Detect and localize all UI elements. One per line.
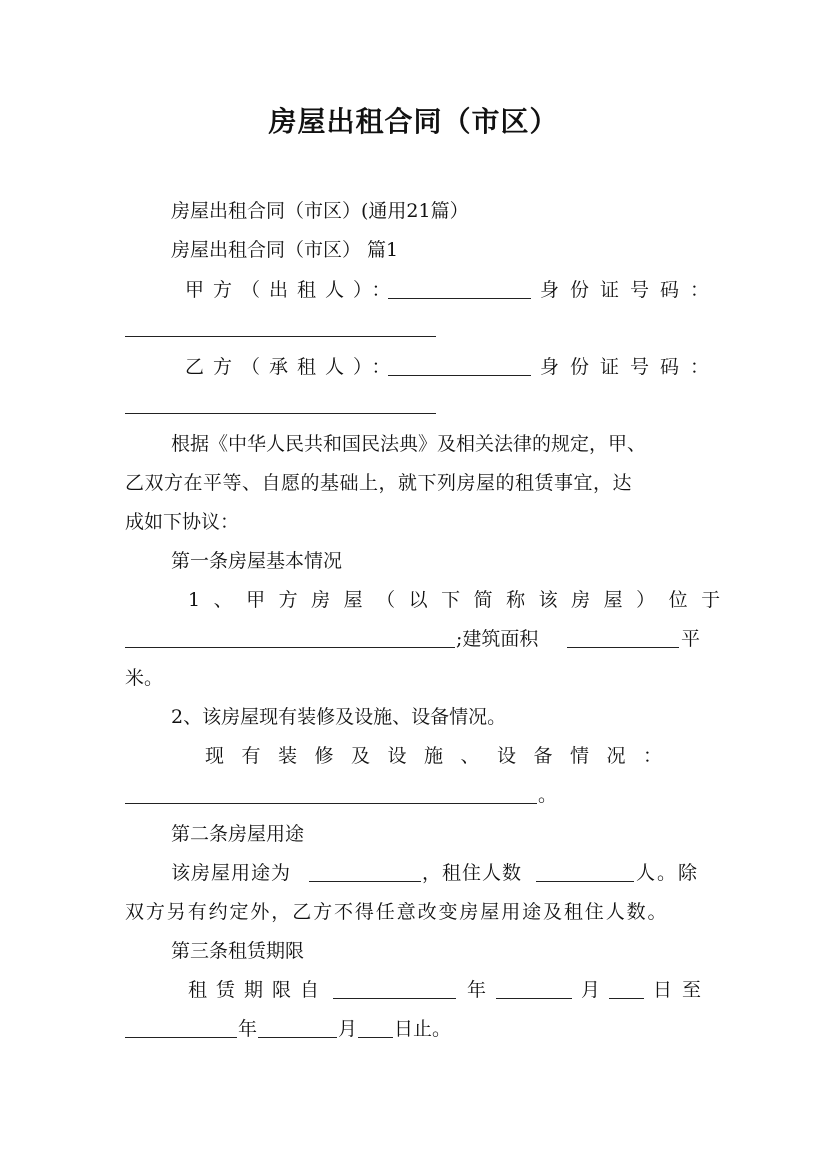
article-2-title: 第二条房屋用途: [171, 823, 305, 845]
article-1-p2-text: 2、该房屋现有装修及设施、设备情况。: [171, 706, 507, 728]
article-3-title: 第三条租赁期限: [171, 940, 305, 962]
party-b-label: 乙方（承租人）：: [185, 356, 400, 378]
area-unit-1: 平: [681, 628, 701, 650]
intro-text-2: 乙双方在平等、自愿的基础上，就下列房屋的租赁事宜，达: [125, 472, 633, 494]
start-day-blank[interactable]: [609, 978, 644, 999]
area-label: ;建筑面积: [456, 628, 539, 650]
party-b-name-blank[interactable]: [388, 355, 531, 376]
document-title: 房屋出租合同（市区）: [268, 105, 559, 138]
usage-blank[interactable]: [309, 861, 421, 882]
end-day-unit: 日止。: [394, 1018, 452, 1040]
article-1-p1-text: 1、甲方房屋（以下简称该房屋）位于: [188, 589, 734, 611]
start-year-unit: 年: [467, 979, 487, 1001]
article-1-p3-text: 现有装修及设施、设备情况：: [205, 745, 680, 767]
party-b-id-label: 身份证号码：: [540, 356, 721, 378]
decoration-blank[interactable]: [125, 783, 537, 804]
end-day-blank[interactable]: [358, 1017, 393, 1038]
start-month-blank[interactable]: [496, 978, 572, 999]
house-location-blank[interactable]: [125, 627, 455, 648]
start-month-unit: 月: [581, 979, 601, 1001]
area-blank[interactable]: [567, 627, 679, 648]
end-year-blank[interactable]: [125, 1017, 237, 1038]
end-year-unit: 年: [238, 1018, 258, 1040]
party-a-name-blank[interactable]: [388, 278, 531, 299]
decoration-end: 。: [538, 784, 558, 806]
start-day-unit: 日至: [653, 979, 712, 1001]
party-a-id-blank[interactable]: [125, 316, 436, 337]
party-b-id-blank[interactable]: [125, 393, 436, 414]
subtitle-text: 房屋出租合同（市区）(通用21篇）: [171, 200, 469, 222]
area-unit-2: 米。: [125, 667, 164, 689]
party-a-label: 甲方（出租人）：: [185, 279, 400, 301]
end-month-unit: 月: [338, 1018, 358, 1040]
usage-label: 该房屋用途为: [171, 862, 292, 884]
occupants-blank[interactable]: [536, 861, 634, 882]
intro-text-1: 根据《中华人民共和国民法典》及相关法律的规定，甲、: [171, 433, 647, 455]
start-year-blank[interactable]: [333, 978, 456, 999]
end-month-blank[interactable]: [258, 1017, 337, 1038]
intro-text-3: 成如下协议：: [125, 511, 240, 533]
occupants-unit: 人。除: [636, 862, 700, 884]
part-heading-text: 房屋出租合同（市区） 篇1: [171, 239, 399, 261]
party-a-id-label: 身份证号码：: [540, 279, 721, 301]
article-2-p2-text: 双方另有约定外，乙方不得任意改变房屋用途及租住人数。: [125, 901, 669, 923]
article-1-title: 第一条房屋基本情况: [171, 550, 343, 572]
occupants-label: ，租住人数: [422, 862, 523, 884]
lease-term-label: 租赁期限自: [188, 979, 329, 1001]
